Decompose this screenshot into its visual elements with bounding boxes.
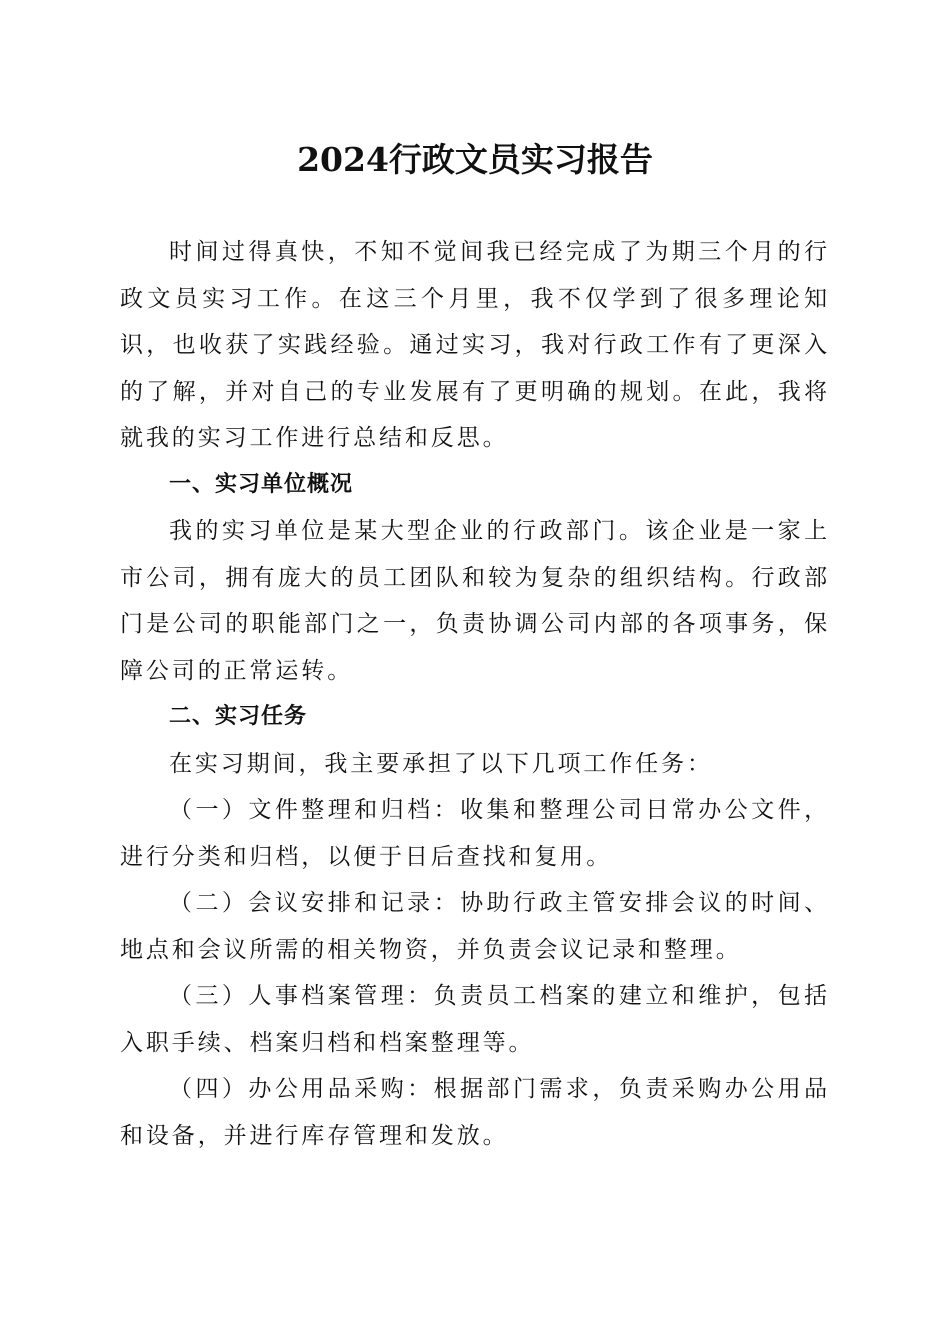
section-heading-tasks: 二、实习任务 [169,704,308,729]
task-item-4: （四）办公用品采购：根据部门需求，负责采购办公用品和设备，并进行库存管理和发放。 [120,1076,830,1149]
task-item-3: （三）人事档案管理：负责员工档案的建立和维护，包括入职手续、档案归档和档案整理等。 [120,983,830,1056]
tasks-intro-paragraph: 在实习期间，我主要承担了以下几项工作任务： [169,750,713,777]
document-title: 2024行政文员实习报告 [297,140,653,179]
document-body [120,229,830,1159]
section-heading-unit-overview: 一、实习单位概况 [169,471,354,497]
task-item-1: （一）文件整理和归档：收集和整理公司日常办公文件，进行分类和归档，以便于日后查找和复用。 [120,797,830,870]
unit-overview-paragraph: 我的实习单位是某大型企业的行政部门。该企业是一家上市公司，拥有庞大的员工团队和较为复杂的组织结构。行政部门是公司的职能部门之一，负责协调公司内部的各项事务，保障公司的正常运转。 [120,518,830,684]
intro-paragraph: 时间过得真快，不知不觉间我已经完成了为期三个月的行政文员实习工作。在这三个月里，我不仅学到了很多理论知识，也收获了实践经验。通过实习，我对行政工作有了更深入的了解，并对自己的专业发展有了更明确的规划。在此，我将就我的实习工作进行总结和反思。 [120,239,830,451]
task-item-2: （二）会议安排和记录：协助行政主管安排会议的时间、地点和会议所需的相关物资，并负责会议记录和整理。 [120,890,830,963]
